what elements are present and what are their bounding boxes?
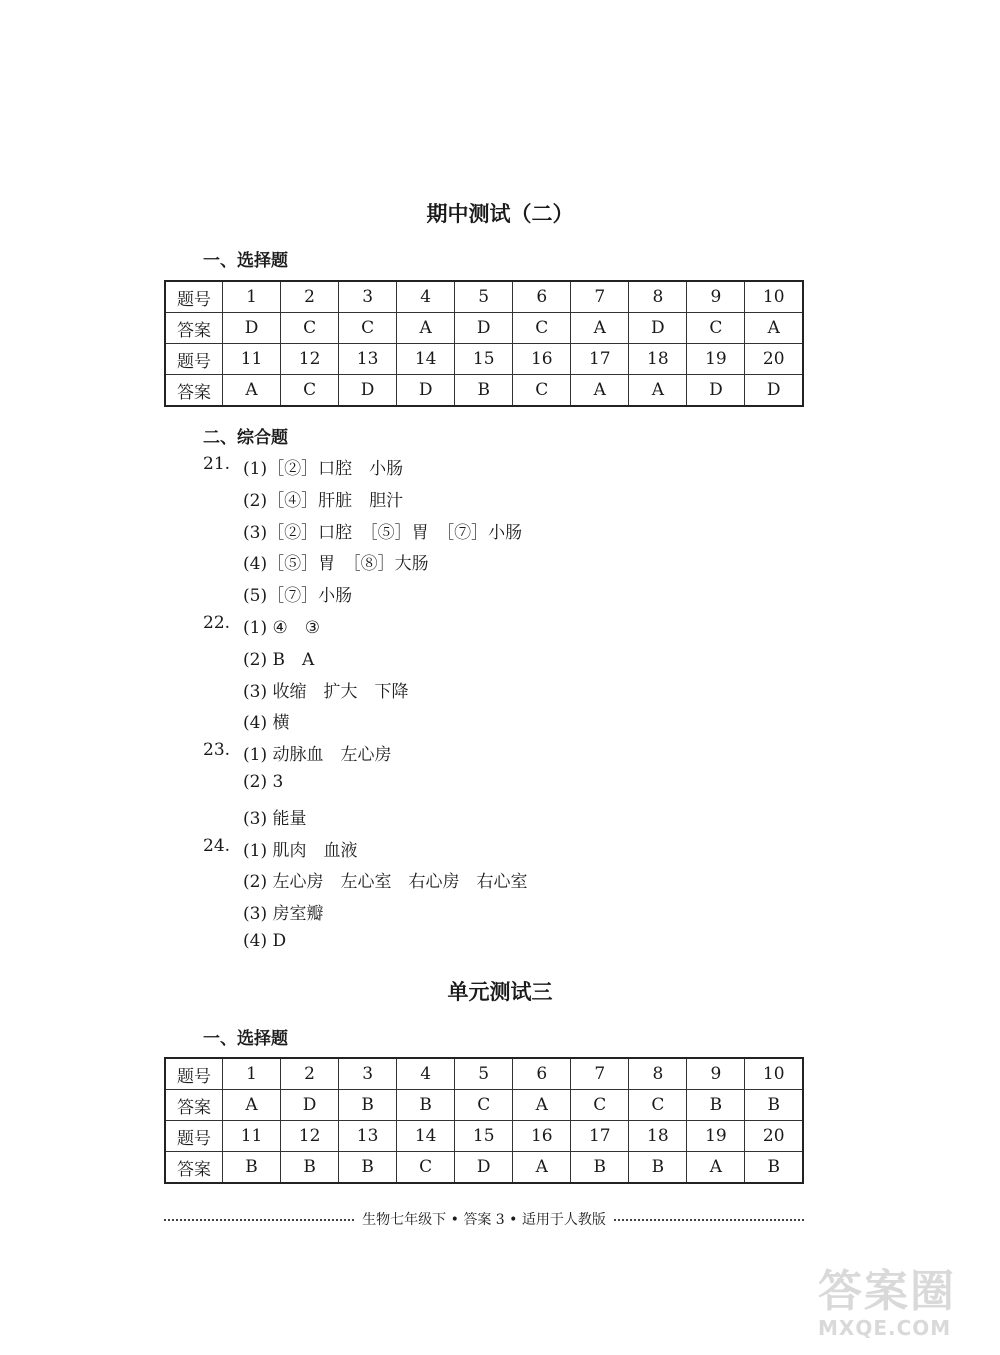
table-cell: 15 <box>455 344 513 375</box>
row-label: 题号 <box>165 344 223 375</box>
table-cell: 10 <box>745 281 803 313</box>
table-row <box>165 375 803 407</box>
table-row <box>165 1090 803 1121</box>
table-cell: 15 <box>455 1121 513 1152</box>
section1-answer-table <box>164 280 804 407</box>
table-cell: 12 <box>281 1121 339 1152</box>
question-number: 23. <box>203 740 231 761</box>
table-cell: B <box>397 1090 455 1121</box>
answer-line: (3)［②］口腔 ［⑤］胃 ［⑦］小肠 <box>243 522 523 543</box>
table-cell: 17 <box>571 1121 629 1152</box>
table-cell: D <box>687 375 745 407</box>
section1-title: 期中测试（二） <box>426 202 574 226</box>
question-number: 24. <box>203 835 231 856</box>
table-cell: C <box>281 375 339 407</box>
table-cell: C <box>571 1090 629 1121</box>
row-label: 题号 <box>165 281 223 313</box>
table-cell: B <box>339 1090 397 1121</box>
table-cell: 6 <box>513 281 571 313</box>
table-cell: 5 <box>455 281 513 313</box>
table-cell: 7 <box>571 281 629 313</box>
table-cell: A <box>223 1090 281 1121</box>
answer-line: (3) 能量 <box>243 808 307 829</box>
section1-comprehensive-heading: 二、综合题 <box>203 428 288 448</box>
page-footer <box>164 1208 804 1230</box>
table-cell: A <box>629 375 687 407</box>
table-cell: A <box>687 1152 745 1184</box>
table-cell: 11 <box>223 1121 281 1152</box>
table-cell: B <box>571 1152 629 1184</box>
table-cell: 2 <box>281 281 339 313</box>
table-cell: D <box>455 313 513 344</box>
table-cell: A <box>223 375 281 407</box>
row-label: 答案 <box>165 375 223 407</box>
answer-line: (4) 横 <box>243 713 290 734</box>
table-cell: 9 <box>687 1058 745 1090</box>
table-cell: C <box>339 313 397 344</box>
table-cell: 8 <box>629 1058 687 1090</box>
table-cell: 4 <box>397 281 455 313</box>
answer-line: (3) 房室瓣 <box>243 904 324 925</box>
table-cell: 1 <box>223 1058 281 1090</box>
table-cell: 16 <box>513 344 571 375</box>
table-cell: B <box>455 375 513 407</box>
table-cell: D <box>629 313 687 344</box>
table-cell: 6 <box>513 1058 571 1090</box>
answer-line: (4)［⑤］胃 ［⑧］大肠 <box>243 554 429 575</box>
table-cell: 2 <box>281 1058 339 1090</box>
answer-line: (2) 3 <box>243 772 284 792</box>
table-cell: D <box>339 375 397 407</box>
table-cell: 13 <box>339 344 397 375</box>
table-cell: 19 <box>687 1121 745 1152</box>
table-cell: B <box>745 1090 803 1121</box>
table-cell: 14 <box>397 344 455 375</box>
watermark-small-text: MXQE.COM <box>818 1316 952 1340</box>
answer-line: (5)［⑦］小肠 <box>243 586 353 607</box>
table-cell: 5 <box>455 1058 513 1090</box>
table-row <box>165 313 803 344</box>
table-cell: 17 <box>571 344 629 375</box>
table-cell: 11 <box>223 344 281 375</box>
table-cell: 18 <box>629 344 687 375</box>
table-row <box>165 344 803 375</box>
table-cell: A <box>397 313 455 344</box>
answer-line: (1) 肌肉 血液 <box>243 840 358 861</box>
table-cell: D <box>745 375 803 407</box>
table-cell: C <box>397 1152 455 1184</box>
table-cell: A <box>745 313 803 344</box>
table-row <box>165 1121 803 1152</box>
table-row <box>165 1058 803 1090</box>
row-label: 题号 <box>165 1058 223 1090</box>
row-label: 答案 <box>165 1090 223 1121</box>
table-cell: B <box>281 1152 339 1184</box>
answer-line: (3) 收缩 扩大 下降 <box>243 681 409 702</box>
table-cell: 3 <box>339 1058 397 1090</box>
section2-answer-table <box>164 1057 804 1184</box>
table-row <box>165 281 803 313</box>
answer-line: (1)［②］口腔 小肠 <box>243 459 404 479</box>
table-cell: C <box>629 1090 687 1121</box>
table-cell: 20 <box>745 344 803 375</box>
section2-title: 单元测试三 <box>447 980 553 1004</box>
table-cell: 7 <box>571 1058 629 1090</box>
table-cell: B <box>687 1090 745 1121</box>
section2-choice-heading: 一、选择题 <box>203 1029 288 1049</box>
question-number: 21. <box>203 454 231 474</box>
table-cell: C <box>687 313 745 344</box>
answer-line: (2) B A <box>243 649 315 670</box>
table-cell: A <box>513 1152 571 1184</box>
answer-line: (1) 动脉血 左心房 <box>243 745 392 766</box>
answer-line: (2)［④］肝脏 胆汁 <box>243 490 404 511</box>
table-row <box>165 1152 803 1184</box>
table-cell: 12 <box>281 344 339 375</box>
table-cell: 9 <box>687 281 745 313</box>
table-cell: B <box>223 1152 281 1184</box>
table-cell: D <box>455 1152 513 1184</box>
table-cell: 20 <box>745 1121 803 1152</box>
table-cell: C <box>513 375 571 407</box>
table-cell: 19 <box>687 344 745 375</box>
table-cell: 10 <box>745 1058 803 1090</box>
table-cell: 18 <box>629 1121 687 1152</box>
table-cell: 3 <box>339 281 397 313</box>
footer-dots-right <box>614 1219 804 1221</box>
table-cell: 8 <box>629 281 687 313</box>
watermark-big-text: 答案圈 <box>818 1266 956 1317</box>
table-cell: B <box>629 1152 687 1184</box>
table-cell: C <box>455 1090 513 1121</box>
question-number: 22. <box>203 613 231 633</box>
table-cell: A <box>571 375 629 407</box>
table-cell: 4 <box>397 1058 455 1090</box>
table-cell: D <box>397 375 455 407</box>
row-label: 题号 <box>165 1121 223 1152</box>
answer-line: (1) ④ ③ <box>243 618 320 638</box>
table-cell: 1 <box>223 281 281 313</box>
watermark-logo <box>818 1268 988 1348</box>
answer-line: (2) 左心房 左心室 右心房 右心室 <box>243 872 528 893</box>
answer-line: (4) D <box>243 931 287 951</box>
table-cell: B <box>339 1152 397 1184</box>
section1-choice-heading: 一、选择题 <box>203 251 288 271</box>
table-cell: A <box>513 1090 571 1121</box>
table-cell: B <box>745 1152 803 1184</box>
row-label: 答案 <box>165 313 223 344</box>
table-cell: D <box>281 1090 339 1121</box>
row-label: 答案 <box>165 1152 223 1184</box>
table-cell: A <box>571 313 629 344</box>
table-cell: C <box>513 313 571 344</box>
table-cell: 13 <box>339 1121 397 1152</box>
table-cell: 14 <box>397 1121 455 1152</box>
footer-dots-left <box>164 1219 354 1221</box>
footer-text: 生物七年级下 • 答案 3 • 适用于人教版 <box>362 1212 606 1228</box>
table-cell: D <box>223 313 281 344</box>
table-cell: C <box>281 313 339 344</box>
table-cell: 16 <box>513 1121 571 1152</box>
